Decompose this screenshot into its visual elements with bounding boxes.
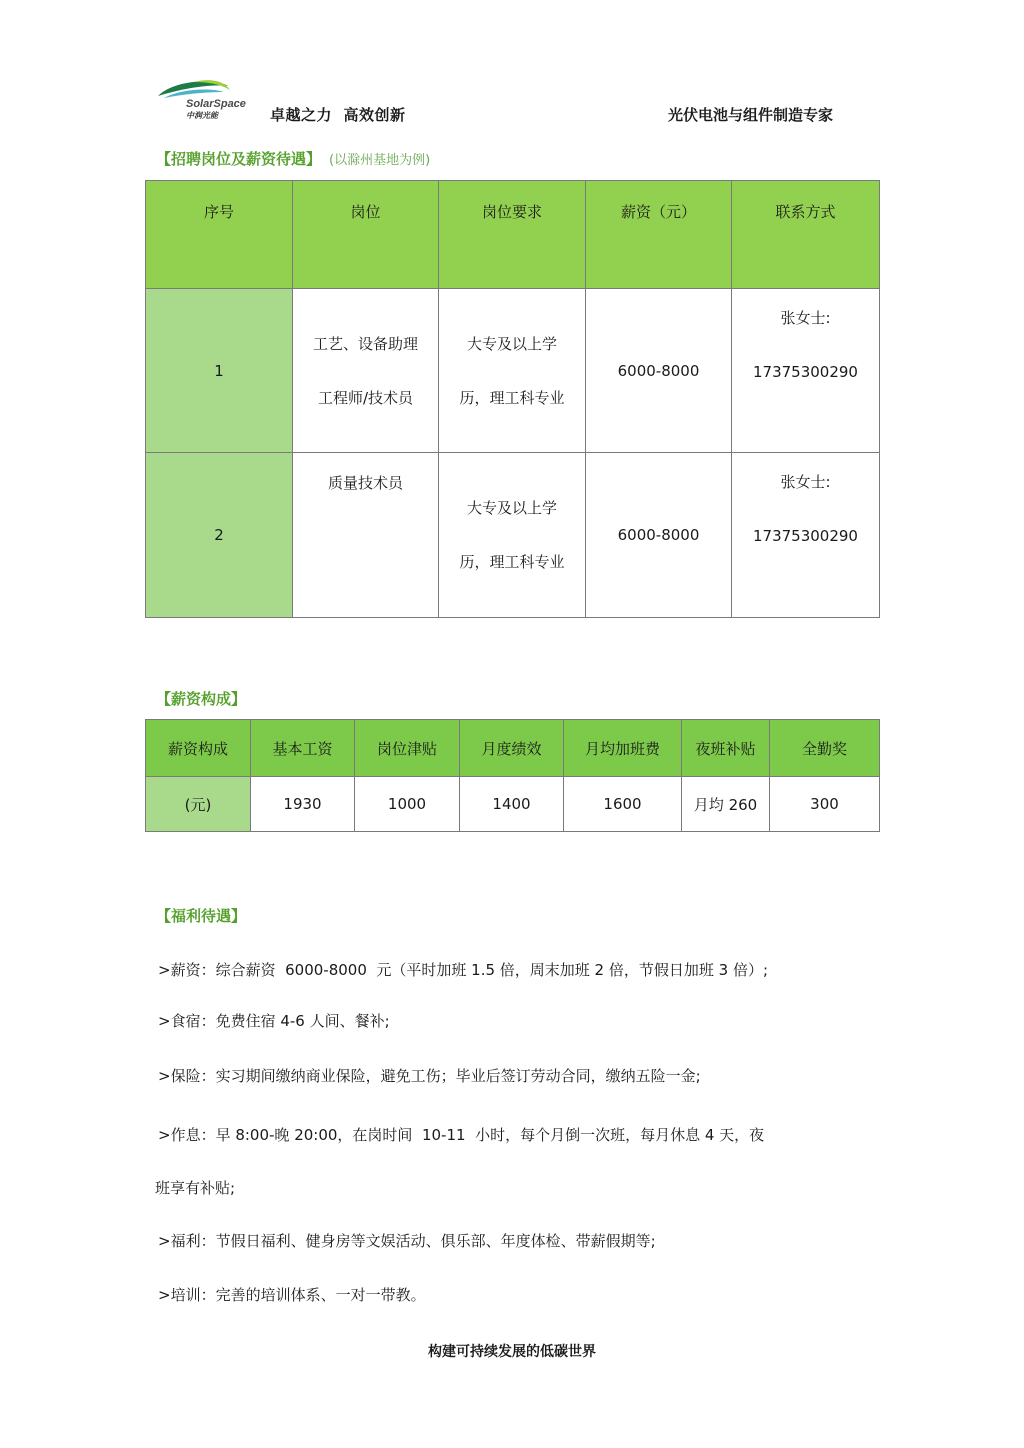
recruit-title: 【招聘岗位及薪资待遇】 xyxy=(156,150,322,168)
requirement-line: 大专及以上学 xyxy=(466,334,557,353)
value-cell: 1930 xyxy=(251,777,355,832)
slogan: 卓越之力 高效创新 xyxy=(270,106,406,124)
requirement-cell xyxy=(439,289,586,453)
recruit-table xyxy=(145,180,880,618)
header-cell: 薪资构成 xyxy=(146,720,251,777)
header-cell: 岗位津贴 xyxy=(355,720,460,777)
position-line: 工程师/技术员 xyxy=(317,388,414,407)
benefit-item: >培训：完善的培训体系、一对一带教。 xyxy=(158,1286,426,1304)
row-number: 2 xyxy=(146,453,293,618)
requirement-cell xyxy=(439,453,586,618)
contact-cell xyxy=(732,289,880,453)
unit-cell: (元) xyxy=(146,777,251,832)
header-cell-salary: 薪资（元） xyxy=(586,181,732,289)
benefits-section-title: 【福利待遇】 xyxy=(156,907,247,925)
recruit-note: (以滁州基地为例) xyxy=(329,153,431,168)
recruit-section-title xyxy=(156,148,430,169)
benefit-item: 班享有补贴; xyxy=(155,1179,236,1197)
salary-section-title: 【薪资构成】 xyxy=(156,690,247,708)
logo-subtext: 中润光能 xyxy=(186,111,218,120)
benefit-item: >福利：节假日福利、健身房等文娱活动、俱乐部、年度体检、带薪假期等; xyxy=(158,1232,656,1250)
requirement-line: 大专及以上学 xyxy=(466,499,557,517)
value-cell: 1400 xyxy=(460,777,564,832)
header-cell: 全勤奖 xyxy=(770,720,880,777)
salary-cell: 6000-8000 xyxy=(586,453,732,618)
header-cell-no: 序号 xyxy=(146,181,293,289)
benefit-item: >作息：早 8:00-晚 20:00，在岗时间 10-11 小时，每个月倒一次班，每月休息 4 天，夜 xyxy=(158,1126,765,1144)
table-row xyxy=(146,777,880,832)
value-cell: 1000 xyxy=(355,777,460,832)
value-cell: 300 xyxy=(770,777,880,832)
salary-table xyxy=(145,719,880,832)
value-cell: 1600 xyxy=(564,777,682,832)
header-cell: 夜班补贴 xyxy=(682,720,770,777)
header-cell-contact: 联系方式 xyxy=(732,181,880,289)
table-header-row xyxy=(146,720,880,777)
contact-phone: 17375300290 xyxy=(753,363,858,381)
value-cell: 月均 260 xyxy=(682,777,770,832)
header-cell: 基本工资 xyxy=(251,720,355,777)
salary-cell: 6000-8000 xyxy=(586,289,732,453)
logo-wordmark: SolarSpace xyxy=(186,98,246,110)
header-cell-requirement: 岗位要求 xyxy=(439,181,586,289)
position-line: 工艺、设备助理 xyxy=(312,334,418,353)
row-number: 1 xyxy=(146,289,293,453)
table-row xyxy=(146,453,880,618)
footer-slogan: 构建可持续发展的低碳世界 xyxy=(428,1344,596,1360)
table-header-row xyxy=(146,181,880,289)
benefit-item: >食宿：免费住宿 4-6 人间、餐补; xyxy=(158,1012,390,1030)
contact-phone: 17375300290 xyxy=(753,527,858,545)
contact-cell xyxy=(732,453,880,618)
header-cell-position: 岗位 xyxy=(293,181,439,289)
benefit-item: >薪资：综合薪资 6000-8000 元（平时加班 1.5 倍，周末加班 2 倍，节假日加班 3 倍）; xyxy=(158,961,769,979)
requirement-line: 历，理工科专业 xyxy=(459,388,565,407)
contact-name: 张女士: xyxy=(780,309,831,327)
table-row xyxy=(146,289,880,453)
position-line: 质量技术员 xyxy=(327,474,403,492)
header-cell: 月度绩效 xyxy=(460,720,564,777)
tagline: 光伏电池与组件制造专家 xyxy=(668,106,834,124)
contact-name: 张女士: xyxy=(780,473,831,491)
benefit-item: >保险：实习期间缴纳商业保险，避免工伤；毕业后签订劳动合同，缴纳五险一金; xyxy=(158,1067,701,1085)
position-cell xyxy=(293,453,439,618)
position-cell xyxy=(293,289,439,453)
header-cell: 月均加班费 xyxy=(564,720,682,777)
requirement-line: 历，理工科专业 xyxy=(459,553,565,571)
company-logo xyxy=(154,78,272,122)
